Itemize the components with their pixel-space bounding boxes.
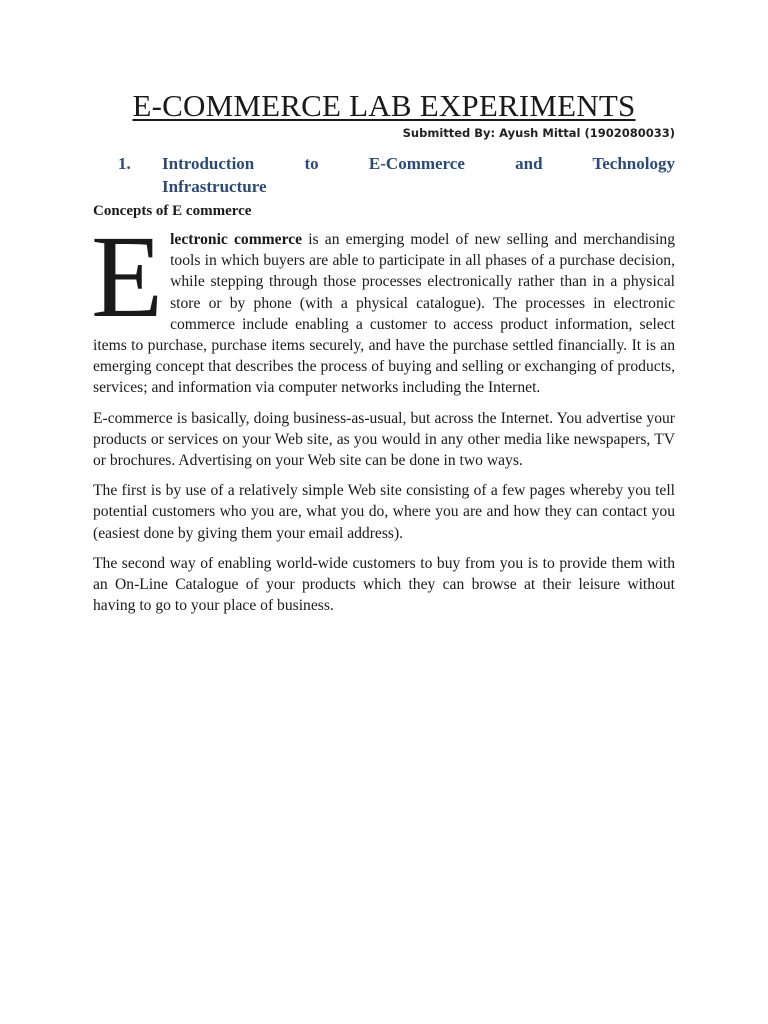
subsection-heading: Concepts of E commerce xyxy=(93,203,252,219)
section-title xyxy=(162,152,675,198)
paragraph-1-lead: lectronic commerce xyxy=(170,231,303,248)
paragraph-1-body: is an emerging model of new selling and merchandising tools in which buyers are able to participate in all phases of a purchase decision, while stepping through those processes electronically rather than in a physical store or by phone (with a physical catalogue). The processes in electronic commerce include enabling a customer to access product information, select items to purchase, purchase items securely, and have the purchase settled financially. It is an emerging concept that describes the process of buying and selling or exchanging of products, services; and information via computer networks including the Internet. xyxy=(93,231,675,397)
paragraph-4: The second way of enabling world-wide customers to buy from you is to provide them with an On-Line Catalogue of your products which they can browse at their leisure without having to go to your place of business. xyxy=(93,554,675,615)
drop-cap: E xyxy=(91,211,164,342)
paragraph-3: The first is by use of a relatively simple Web site consisting of a few pages whereby you tell potential customers who you are, what you do, where you are and how they can contact you (easiest done by giving them your email address). xyxy=(93,482,675,542)
document-page xyxy=(93,88,675,616)
section-heading xyxy=(93,152,675,198)
section-title-line-2: Infrastructure xyxy=(162,177,267,196)
submitted-by: Submitted By: Ayush Mittal (1902080033) xyxy=(402,126,675,140)
section-number: 1. xyxy=(118,154,131,173)
section-title-line-1: Introduction to E-Commerce and Technology xyxy=(162,154,675,173)
paragraph-2: E-commerce is basically, doing business-as-usual, but across the Internet. You advertise your products or services on your Web site, as you would in any other media like newspapers, TV or brochures. Advertising on your Web site can be done in two ways. xyxy=(93,409,675,470)
document-title: E-COMMERCE LAB EXPERIMENTS xyxy=(132,88,636,123)
